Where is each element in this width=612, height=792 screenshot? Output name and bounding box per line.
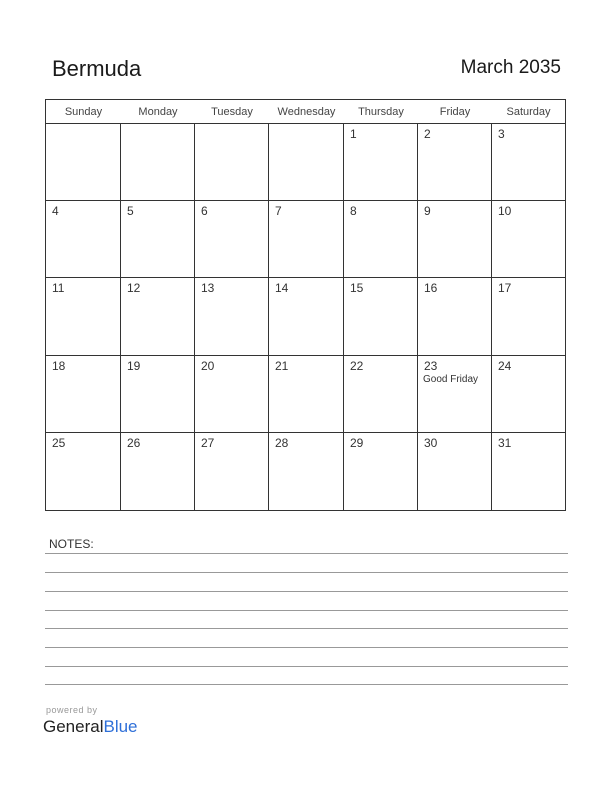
day-number: 14 bbox=[275, 281, 289, 296]
day-number: 21 bbox=[275, 358, 289, 373]
day-number: 7 bbox=[275, 204, 282, 219]
day-cell[interactable] bbox=[344, 356, 418, 433]
day-number: 31 bbox=[498, 435, 512, 450]
day-cell[interactable] bbox=[269, 201, 344, 278]
day-number: 22 bbox=[350, 358, 364, 373]
day-number: 16 bbox=[424, 281, 438, 296]
weekday-header: Saturday bbox=[492, 100, 565, 124]
weekday-header: Tuesday bbox=[195, 100, 269, 124]
day-number: 12 bbox=[127, 281, 141, 296]
day-cell[interactable] bbox=[418, 278, 492, 355]
day-number: 28 bbox=[275, 435, 289, 450]
holiday-label: Good Friday bbox=[423, 373, 479, 385]
day-cell[interactable] bbox=[492, 124, 565, 201]
day-cell[interactable] bbox=[344, 201, 418, 278]
day-cell[interactable] bbox=[269, 433, 344, 510]
note-line bbox=[45, 572, 568, 573]
day-number: 13 bbox=[201, 281, 215, 296]
day-cell[interactable] bbox=[121, 433, 195, 510]
note-line bbox=[45, 553, 568, 554]
note-line bbox=[45, 610, 568, 611]
day-number: 11 bbox=[52, 281, 65, 296]
day-cell[interactable] bbox=[418, 201, 492, 278]
day-number: 5 bbox=[127, 204, 134, 219]
day-number: 17 bbox=[498, 281, 512, 296]
day-cell[interactable] bbox=[121, 124, 195, 201]
day-cell[interactable] bbox=[492, 433, 565, 510]
calendar-grid bbox=[45, 99, 566, 511]
day-number: 30 bbox=[424, 435, 438, 450]
day-number: 27 bbox=[201, 435, 215, 450]
weekday-header: Thursday bbox=[344, 100, 418, 124]
day-cell[interactable] bbox=[46, 201, 121, 278]
day-cell[interactable] bbox=[418, 124, 492, 201]
day-cell[interactable] bbox=[46, 124, 121, 201]
day-cell[interactable] bbox=[195, 201, 269, 278]
day-cell[interactable] bbox=[344, 278, 418, 355]
day-cell[interactable] bbox=[269, 356, 344, 433]
day-cell[interactable] bbox=[46, 356, 121, 433]
day-cell[interactable] bbox=[492, 278, 565, 355]
day-number: 23 bbox=[424, 358, 438, 373]
day-number: 25 bbox=[52, 435, 66, 450]
weekday-header: Friday bbox=[418, 100, 492, 124]
day-number: 24 bbox=[498, 358, 512, 373]
day-number: 10 bbox=[498, 204, 512, 219]
day-cell[interactable] bbox=[418, 356, 492, 433]
brand-logo[interactable] bbox=[43, 717, 138, 737]
day-cell[interactable] bbox=[195, 356, 269, 433]
day-number: 19 bbox=[127, 358, 141, 373]
weekday-header: Sunday bbox=[46, 100, 121, 124]
powered-by-text: powered by bbox=[46, 705, 98, 715]
day-number: 3 bbox=[498, 127, 505, 141]
day-number: 20 bbox=[201, 358, 215, 373]
day-number: 2 bbox=[424, 127, 431, 141]
day-number: 15 bbox=[350, 281, 364, 296]
brand-blue: Blue bbox=[103, 717, 138, 736]
day-number: 26 bbox=[127, 435, 141, 450]
day-cell[interactable] bbox=[344, 433, 418, 510]
day-number: 18 bbox=[52, 358, 66, 373]
day-cell[interactable] bbox=[344, 124, 418, 201]
day-cell[interactable] bbox=[492, 201, 565, 278]
day-cell[interactable] bbox=[46, 278, 121, 355]
day-cell[interactable] bbox=[121, 278, 195, 355]
note-line bbox=[45, 628, 568, 629]
note-line bbox=[45, 666, 568, 667]
day-number: 8 bbox=[350, 204, 357, 219]
brand-general: General bbox=[43, 717, 104, 736]
note-line bbox=[45, 591, 568, 592]
day-cell[interactable] bbox=[46, 433, 121, 510]
day-cell[interactable] bbox=[195, 278, 269, 355]
day-number: 29 bbox=[350, 435, 364, 450]
day-number: 9 bbox=[424, 204, 431, 219]
day-cell[interactable] bbox=[492, 356, 565, 433]
weekday-header: Monday bbox=[121, 100, 195, 124]
notes-label: NOTES: bbox=[49, 537, 94, 551]
note-line bbox=[45, 684, 568, 685]
day-cell[interactable] bbox=[269, 278, 344, 355]
calendar-month: March 2035 bbox=[460, 57, 561, 78]
day-number: 4 bbox=[52, 204, 59, 219]
day-number: 6 bbox=[201, 204, 208, 219]
day-cell[interactable] bbox=[121, 201, 195, 278]
weekday-header: Wednesday bbox=[269, 100, 344, 124]
day-cell[interactable] bbox=[418, 433, 492, 510]
day-cell[interactable] bbox=[195, 124, 269, 201]
day-cell[interactable] bbox=[269, 124, 344, 201]
note-line bbox=[45, 647, 568, 648]
calendar-country: Bermuda bbox=[52, 56, 142, 81]
day-cell[interactable] bbox=[121, 356, 195, 433]
day-number: 1 bbox=[350, 127, 357, 141]
day-cell[interactable] bbox=[195, 433, 269, 510]
